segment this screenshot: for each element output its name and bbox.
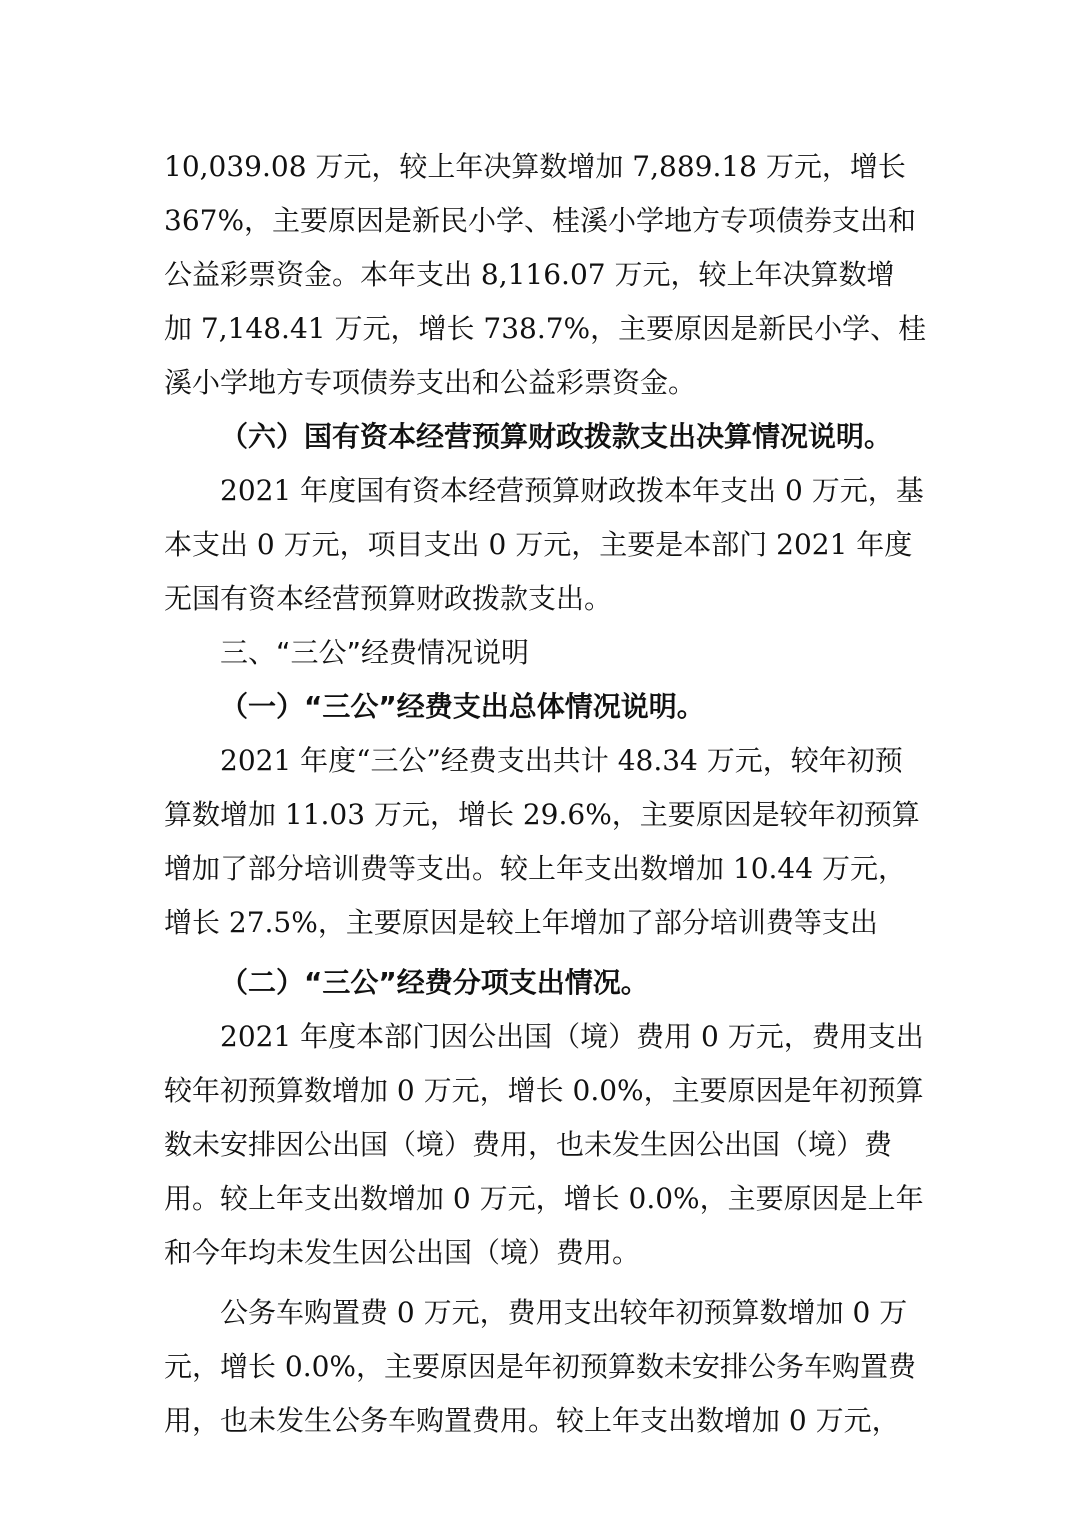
- heading-overall-expenses: （一）“三公”经费支出总体情况说明。: [220, 690, 705, 723]
- text-line: 用。较上年支出数增加 0 万元，增长 0.0%，主要原因是上年: [164, 1182, 924, 1215]
- text-line: 溪小学地方专项债券支出和公益彩票资金。: [164, 366, 697, 399]
- text-line: 2021 年度“三公”经费支出共计 48.34 万元，较年初预: [220, 744, 903, 777]
- paragraph-overseas-travel: [164, 1010, 924, 1280]
- text-line: 公务车购置费 0 万元，费用支出较年初预算数增加 0 万: [220, 1296, 908, 1329]
- text-line: 和今年均未发生因公出国（境）费用。: [164, 1236, 641, 1269]
- paragraph-overall-expenses: [164, 734, 920, 950]
- text-line: 2021 年度国有资本经营预算财政拨本年支出 0 万元，基: [220, 474, 924, 507]
- text-line: 用，也未发生公务车购置费用。较上年支出数增加 0 万元，: [164, 1404, 900, 1437]
- text-line: 公益彩票资金。本年支出 8,116.07 万元，较上年决算数增: [164, 258, 895, 291]
- text-line: 数未安排因公出国（境）费用，也未发生因公出国（境）费: [164, 1128, 893, 1161]
- section-three-public-expenses: 三、“三公”经费情况说明: [220, 636, 530, 669]
- text-line: 加 7,148.41 万元，增长 738.7%，主要原因是新民小学、桂: [164, 312, 927, 345]
- heading-state-capital-budget: （六）国有资本经营预算财政拨款支出决算情况说明。: [220, 420, 893, 453]
- text-line: 367%，主要原因是新民小学、桂溪小学地方专项债券支出和: [164, 204, 917, 237]
- paragraph-vehicle-purchase: [164, 1286, 917, 1448]
- heading-itemized-expenses: （二）“三公”经费分项支出情况。: [220, 966, 649, 999]
- paragraph-budget-continuation: [164, 140, 927, 410]
- text-line: 2021 年度本部门因公出国（境）费用 0 万元，费用支出: [220, 1020, 924, 1053]
- paragraph-state-capital-expenditure: [164, 464, 924, 626]
- text-line: 较年初预算数增加 0 万元，增长 0.0%，主要原因是年初预算: [164, 1074, 924, 1107]
- text-line: 增加了部分培训费等支出。较上年支出数增加 10.44 万元，: [164, 852, 906, 885]
- text-line: 10,039.08 万元，较上年决算数增加 7,889.18 万元，增长: [164, 150, 906, 183]
- text-line: 元，增长 0.0%，主要原因是年初预算数未安排公务车购置费: [164, 1350, 917, 1383]
- text-line: 无国有资本经营预算财政拨款支出。: [164, 582, 613, 615]
- document-body: [164, 140, 927, 1448]
- text-line: 本支出 0 万元，项目支出 0 万元，主要是本部门 2021 年度: [164, 528, 913, 561]
- text-line: 算数增加 11.03 万元，增长 29.6%，主要原因是较年初预算: [164, 798, 920, 831]
- text-line: 增长 27.5%，主要原因是较上年增加了部分培训费等支出: [164, 906, 878, 939]
